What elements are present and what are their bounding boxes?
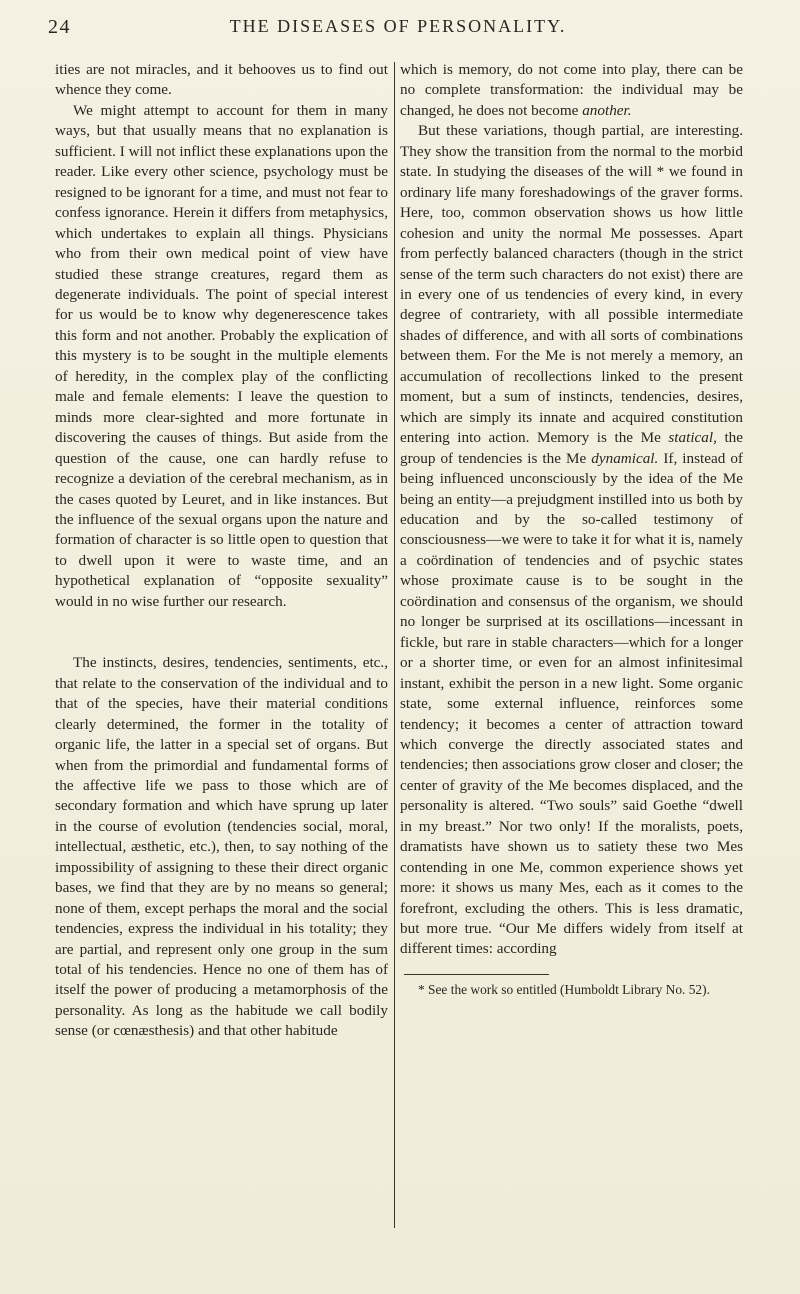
running-head: THE DISEASES OF PERSONALITY. [229, 16, 567, 36]
left-paragraph-1: ities are not miracles, and it behooves us to find out whence they come. [55, 61, 388, 99]
emphasis-statical: statical, [668, 429, 717, 447]
footnote: * See the work so entitled (Humboldt Library No. 52). [418, 981, 710, 997]
right-paragraph-1-text: which is memory, do not come into play, there can be no complete transformation: the individual may be changed, he does not become [400, 61, 743, 119]
left-column [55, 60, 388, 1042]
right-paragraph-2 [400, 121, 743, 960]
page-header [48, 10, 748, 40]
right-paragraph-2-text-a: But these variations, though partial, are interesting. They show the transition from the normal to the morbid state. In studying the diseases of the will * we found in ordinary life many foreshadowings of the graver forms. Here, too, common observation shows us how little cohesion and unity the normal Me possesses. Apart from perfectly balanced characters (though in the strict sense of the term such characters do not exist) there are in every one of us tendencies of every kind, in every degree of contrariety, with all possible intermediate shades of difference, and with all sorts of combinations between them. For the Me is not merely a memory, an accumulation of recollections linked to the present moment, but a sum of instincts, tendencies, desires, which are simply its innate and acquired constitution entering into action. Memory is the Me [400, 122, 743, 447]
emphasis-another: another. [582, 101, 632, 119]
footnote-rule [404, 974, 549, 975]
left-paragraph-2: We might attempt to account for them in many ways, but that usually means that no explanation is sufficient. I will not inflict these explanations upon the reader. Like every other science, psychology must be resigned to be ignorant for a time, and must not fear to confess ignorance. Herein it differs from metaphysics, which undertakes to explain all things. Physicians who from their own medical point of view have studied these strange creatures, regard them as degenerate individuals. The point of special interest for us would be to know why degenerescence takes this form and not another. Probably the explication of this mystery is to be sought in the multiple elements of heredity, in the complex play of the conflicting male and female elements: I leave the question to minds more clear-sighted and more fortunate in discovering the causes of things. But aside from the question of the cause, one can hardly refuse to recognize a deviation of the cerebral mechanism, as in the cases quoted by Leuret, and in like instances. But the influence of the sexual organs upon the nature and formation of character is so little open to question that to dwell upon it were to waste time, and an hypothetical explanation of “opposite sexuality” would in no wise further our research. [55, 101, 388, 610]
left-paragraph-3: The instincts, desires, tendencies, sentiments, etc., that relate to the conservation of the individual and to that of the species, have their material conditions clearly determined, the former in the totality of organic life, the latter in a special set of organs. But when from the primordial and fundamental forms of the affective life we pass to those which are of secondary formation and which have sprung up later in the course of evolution (tendencies social, moral, intellectual, æsthetic, etc.), then, to say nothing of the impossibility of assigning to these their direct organic bases, we find that they are by no means so general; none of them, except perhaps the moral and the social tendencies, express the individual in his totality; they are partial, and represent only one group in the sum total of his tendencies. Hence no one of them has of itself the power of producing a metamorphosis of the personality. As long as the habitude we call bodily sense (or cœnæsthesis) and that other habitude [55, 654, 388, 1040]
column-divider [394, 62, 395, 1228]
page-number: 24 [48, 16, 71, 38]
emphasis-dynamical: dynamical. [591, 449, 659, 467]
right-column [400, 60, 743, 999]
right-paragraph-2-text-b: the group of tendencies is the Me [400, 429, 743, 467]
right-paragraph-2-text-c: If, instead of being influenced unconsciously by the idea of the Me being an entity—a prejudgment instilled into us both by education and by the so-called testimony of consciousness—we were to take it for what it is, namely a coördination of tendencies and of psychic states whose proximate cause is to be sought in the coördination and consensus of the organism, we should no longer be surprised at its oscillations—incessant in fickle, but rare in stable characters—which for a longer or a shorter time, or even for an almost infinitesimal instant, exhibit the person in a new light. Some organic state, some external influence, reinforces some tendency; it becomes a center of attraction toward which converge the directly associated states and tendencies; then associations grow closer and closer; the center of gravity of the Me becomes displaced, and the personality is altered. “Two souls” said Goethe “dwell in my breast.” Nor two only! If the moralists, poets, dramatists have shown us to satiety these two Mes contending in one Me, common experience shows yet more: it shows us many Mes, each as it comes to the forefront, excluding the others. This is less dramatic, but more true. “Our Me differs widely from itself at different times: according [400, 449, 743, 958]
right-paragraph-1 [400, 60, 743, 121]
